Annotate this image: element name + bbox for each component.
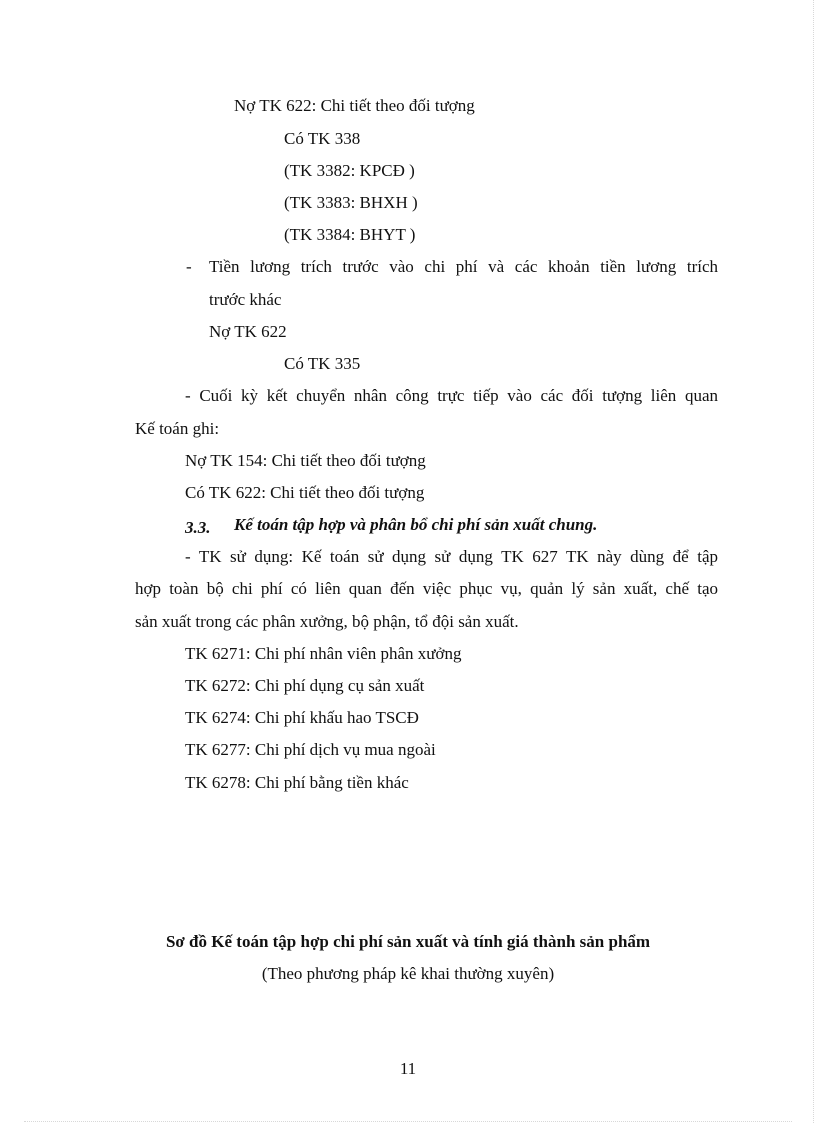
page-border-right (813, 0, 814, 1123)
page-number: 11 (399, 1059, 417, 1078)
text-line: sản xuất trong các phân xưởng, bộ phận, tổ đội sản xuất. (135, 612, 519, 631)
account-line: TK 6272: Chi phí dụng cụ sản xuất (185, 676, 425, 695)
diagram-title: Sơ đồ Kế toán tập hợp chi phí sản xuất và tính giá thành sản phẩm (165, 932, 651, 951)
text-line: Nợ TK 154: Chi tiết theo đối tượng (185, 451, 426, 470)
text-line: Có TK 338 (284, 129, 361, 148)
text-line: (TK 3384: BHYT ) (284, 225, 416, 244)
page-border-bottom (24, 1121, 792, 1122)
account-line: TK 6274: Chi phí khấu hao TSCĐ (185, 708, 419, 727)
text-line: hợp toàn bộ chi phí có liên quan đến việc phục vụ, quản lý sản xuất, chế tạo (135, 579, 718, 598)
text-line: - TK sử dụng: Kế toán sử dụng sử dụng TK 627 TK này dùng để tập (185, 547, 718, 566)
text-line: (TK 3383: BHXH ) (284, 193, 418, 212)
text-line: Nợ TK 622 (209, 322, 287, 341)
text-line: - Cuối kỳ kết chuyển nhân công trực tiếp vào các đối tượng liên quan (185, 386, 718, 405)
account-line: TK 6271: Chi phí nhân viên phân xưởng (185, 644, 462, 663)
text-line: Tiền lương trích trước vào chi phí và các khoản tiền lương trích (209, 257, 718, 276)
text-line: Kế toán ghi: (135, 419, 220, 438)
account-line: TK 6277: Chi phí dịch vụ mua ngoài (185, 740, 436, 759)
text-line: trước khác (209, 290, 282, 309)
diagram-subtitle: (Theo phương pháp kê khai thường xuyên) (261, 964, 555, 983)
text-line: Nợ TK 622: Chi tiết theo đối tượng (234, 96, 475, 115)
section-number: 3.3. (185, 518, 211, 537)
section-heading: Kế toán tập hợp và phân bổ chi phí sản xuất chung. (234, 515, 598, 534)
text-line: Có TK 622: Chi tiết theo đối tượng (185, 483, 425, 502)
text-line: (TK 3382: KPCĐ ) (284, 161, 415, 180)
account-line: TK 6278: Chi phí bằng tiền khác (185, 773, 409, 792)
bullet-dash: - (186, 257, 192, 276)
text-line: Có TK 335 (284, 354, 361, 373)
